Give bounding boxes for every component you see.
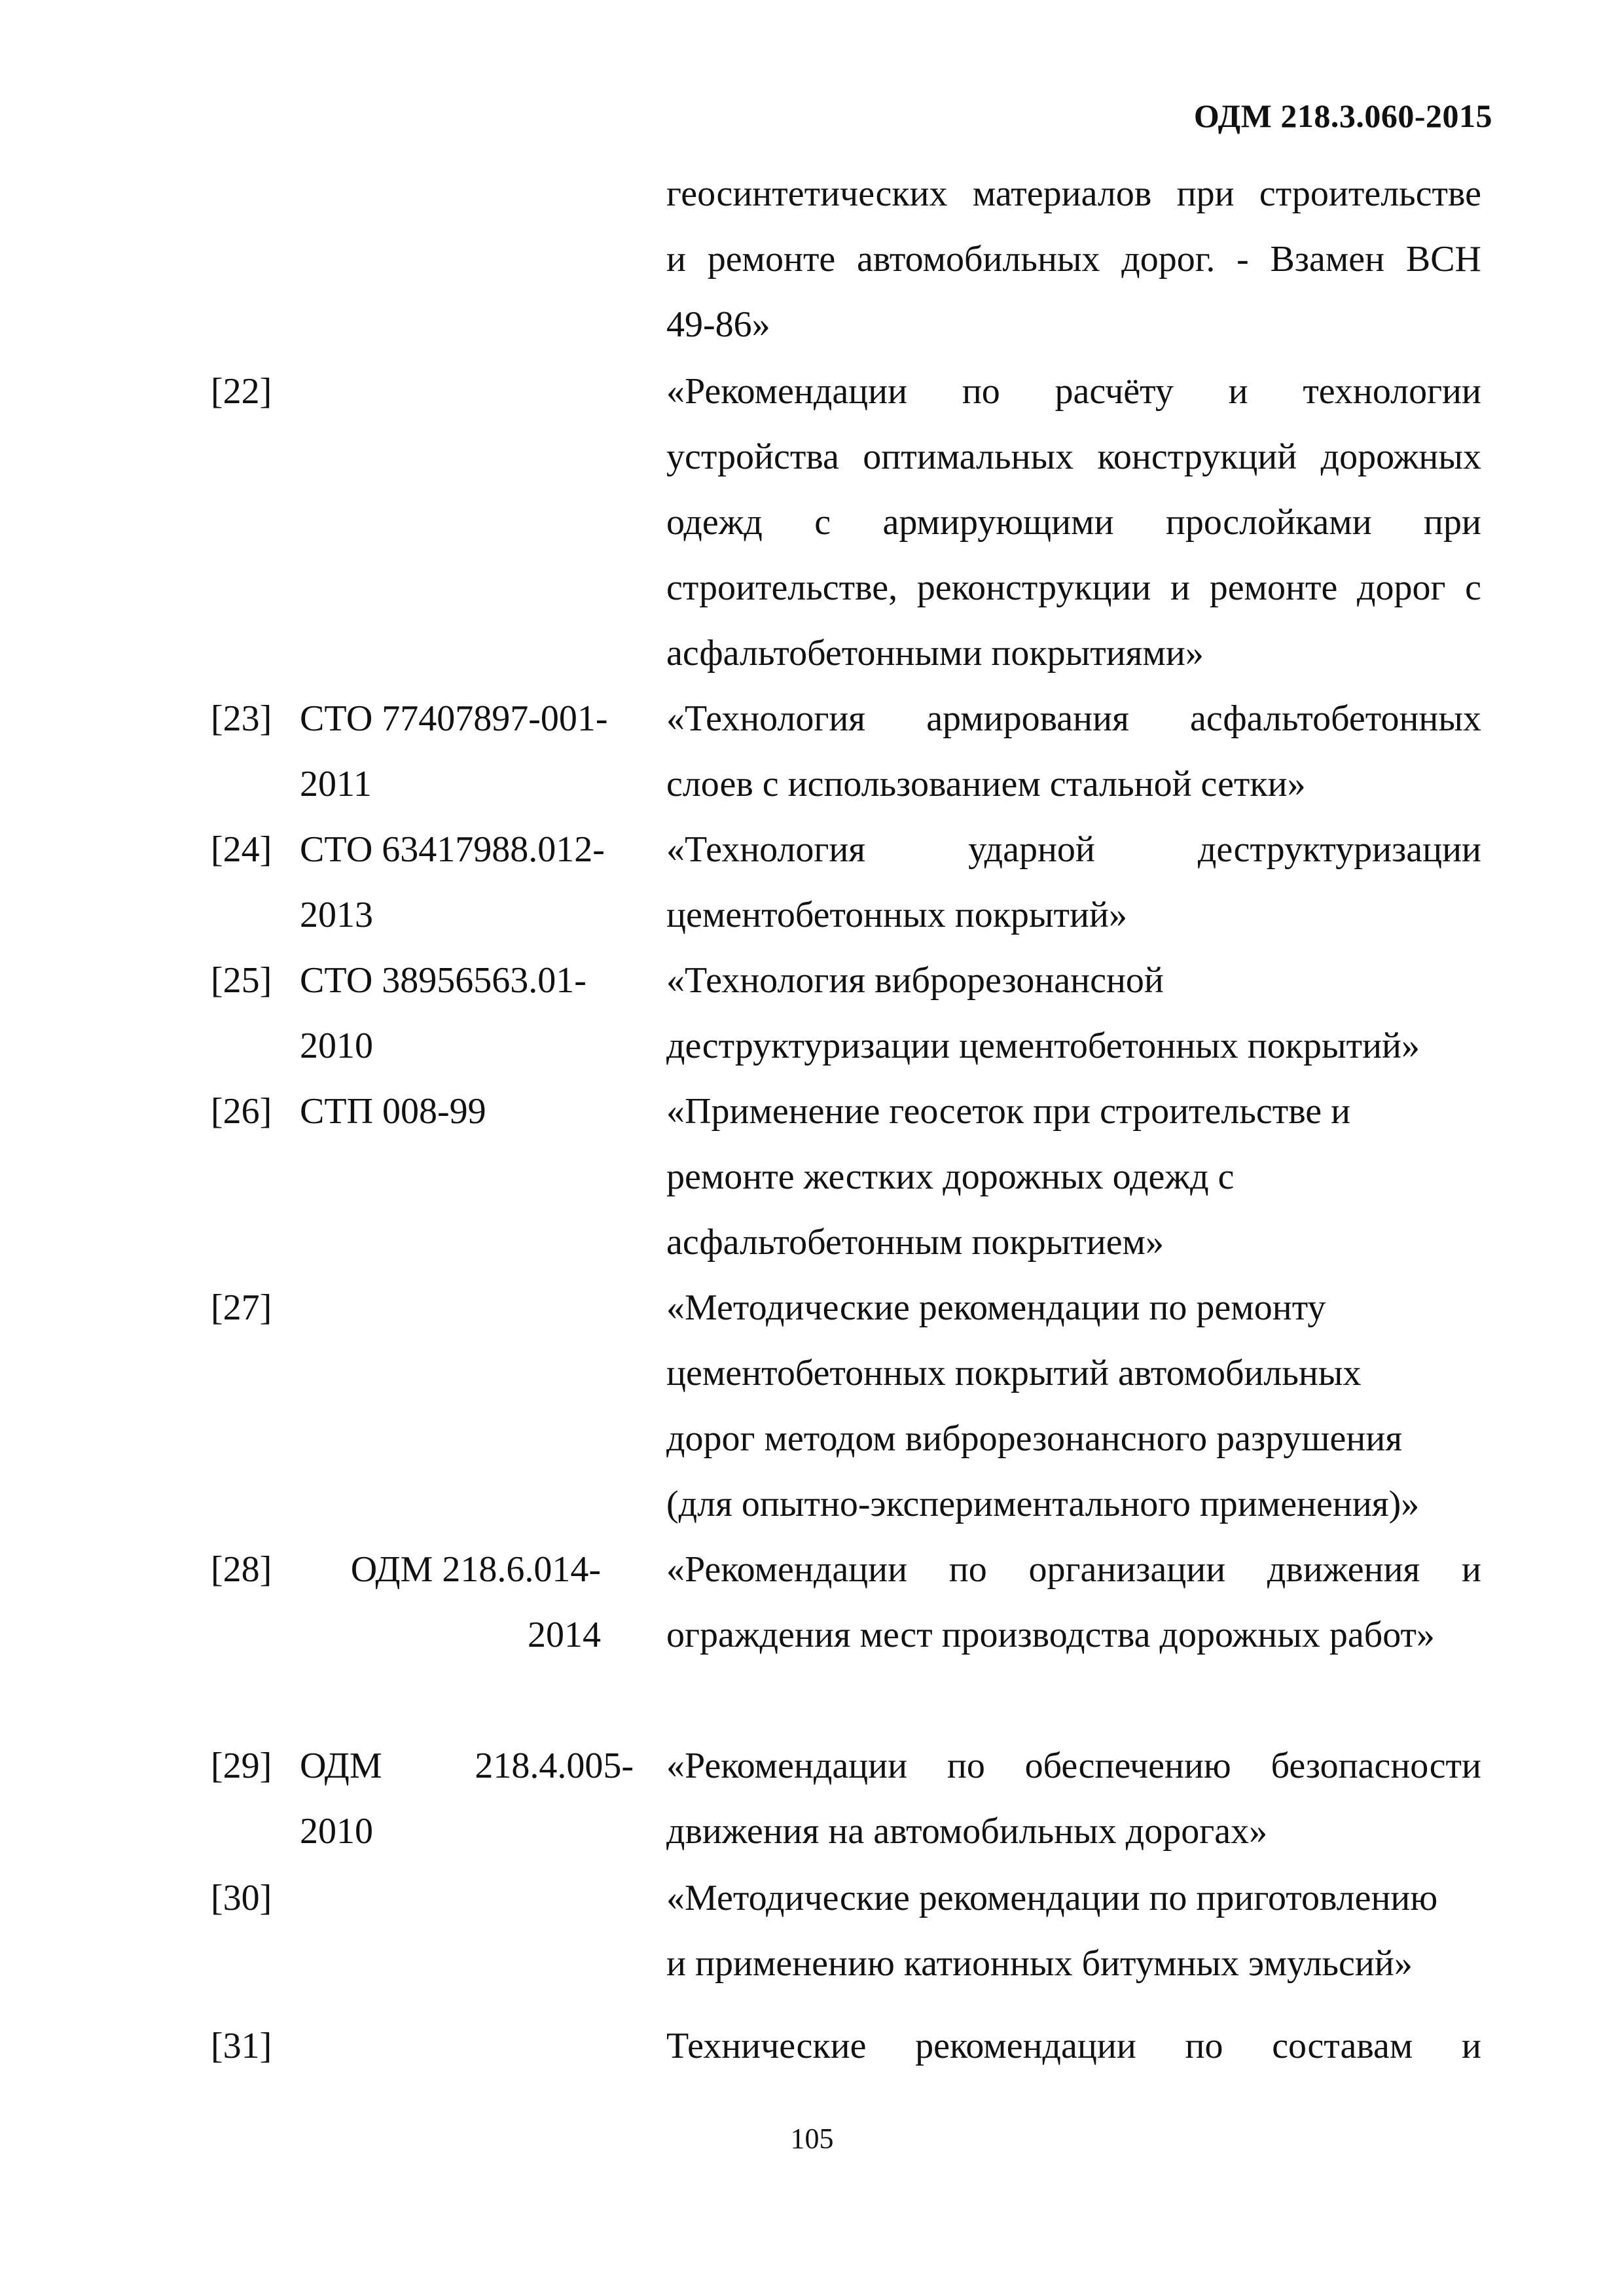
- document-code-header: ОДМ 218.3.060-2015: [1193, 98, 1492, 134]
- reference-code: 2011: [300, 764, 372, 804]
- reference-number: [30]: [211, 1878, 272, 1918]
- reference-title-line: движения на автомобильных дорогах»: [666, 1811, 1268, 1852]
- reference-title-line: одежд с армирующими прослойками при: [666, 502, 1481, 543]
- reference-title-line: «Применение геосеток при строительстве и: [666, 1091, 1351, 1132]
- reference-code: 2013: [300, 895, 373, 935]
- reference-title-line: асфальтобетонным покрытием»: [666, 1222, 1164, 1263]
- reference-code: СТО 38956563.01-: [300, 960, 586, 1001]
- reference-title-line: устройства оптимальных конструкций дорожных: [666, 437, 1481, 477]
- reference-title-line: «Методические рекомендации по ремонту: [666, 1287, 1326, 1328]
- reference-title-line: геосинтетических материалов при строительстве: [666, 173, 1481, 214]
- reference-code: СТО 63417988.012-: [300, 829, 605, 870]
- reference-title-line: и применению катионных битумных эмульсий»: [666, 1943, 1413, 1984]
- reference-title-line: цементобетонных покрытий автомобильных: [666, 1353, 1362, 1393]
- reference-title-line: «Технология виброрезонансной: [666, 960, 1164, 1001]
- reference-code: ОДМ 218.4.005-: [300, 1746, 634, 1786]
- reference-number: [22]: [211, 371, 272, 412]
- reference-number: [25]: [211, 960, 272, 1001]
- page-number: 105: [790, 2123, 834, 2155]
- reference-title-line: «Рекомендации по обеспечению безопасности: [666, 1746, 1481, 1786]
- reference-code: СТО 77407897-001-: [300, 698, 608, 739]
- reference-title-line: и ремонте автомобильных дорог. - Взамен ВСН: [666, 239, 1481, 279]
- reference-code: 2014: [528, 1615, 601, 1655]
- reference-title-line: дорог методом виброрезонансного разрушения: [666, 1418, 1403, 1459]
- reference-title-line: ремонте жестких дорожных одежд с: [666, 1157, 1235, 1197]
- reference-number: [23]: [211, 698, 272, 739]
- reference-number: [24]: [211, 829, 272, 870]
- reference-title-line: «Рекомендации по организации движения и: [666, 1549, 1481, 1590]
- reference-title-line: «Технология армирования асфальтобетонных: [666, 698, 1481, 739]
- reference-number: [27]: [211, 1287, 272, 1328]
- reference-title-line: «Рекомендации по расчёту и технологии: [666, 371, 1481, 412]
- reference-number: [28]: [211, 1549, 272, 1590]
- reference-title-line: асфальтобетонными покрытиями»: [666, 633, 1204, 673]
- reference-code: 2010: [300, 1811, 373, 1852]
- reference-number: [29]: [211, 1746, 272, 1786]
- reference-title-line: Технические рекомендации по составам и: [666, 2026, 1481, 2066]
- reference-number: [31]: [211, 2026, 272, 2066]
- reference-title-line: цементобетонных покрытий»: [666, 895, 1127, 935]
- reference-title-line: (для опытно-экспериментального применения)»: [666, 1484, 1420, 1524]
- reference-number: [26]: [211, 1091, 272, 1132]
- reference-title-line: ограждения мест производства дорожных работ»: [666, 1615, 1435, 1655]
- reference-title-line: 49-86»: [666, 304, 770, 345]
- reference-title-line: слоев с использованием стальной сетки»: [666, 764, 1306, 804]
- reference-code: СТП 008-99: [300, 1091, 486, 1132]
- reference-title-line: деструктуризации цементобетонных покрытий»: [666, 1026, 1420, 1066]
- reference-code: ОДМ 218.6.014-: [350, 1549, 601, 1590]
- reference-title-line: «Методические рекомендации по приготовлению: [666, 1878, 1438, 1918]
- reference-code: 2010: [300, 1026, 373, 1066]
- reference-title-line: строительстве, реконструкции и ремонте дорог с: [666, 567, 1481, 608]
- reference-title-line: «Технология ударной деструктуризации: [666, 829, 1481, 870]
